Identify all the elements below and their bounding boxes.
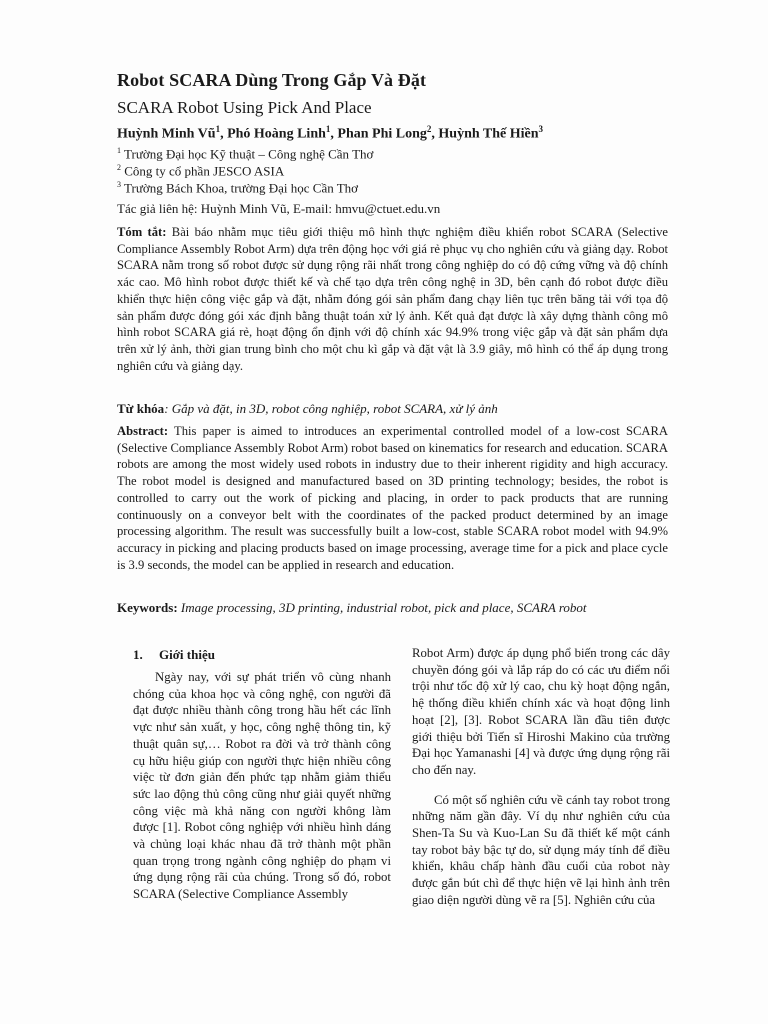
affiliation-mark: 3 [117, 180, 121, 189]
author-affil-mark: 1 [215, 124, 221, 134]
paper-subtitle: SCARA Robot Using Pick And Place [117, 98, 372, 117]
abstract-english [117, 423, 668, 573]
keywords-vietnamese [117, 401, 498, 417]
keywords-vi-text: : Gắp và đặt, in 3D, robot công nghiệp, robot SCARA, xử lý ảnh [164, 401, 498, 416]
keywords-vi-label: Từ khóa [117, 401, 165, 416]
author-affil-mark: 2 [426, 124, 432, 134]
section-title: Giới thiệu [159, 647, 215, 662]
paper-title: Robot SCARA Dùng Trong Gắp Và Đặt [117, 70, 427, 90]
keywords-english [117, 600, 587, 616]
author-name: Phó Hoàng Linh [227, 126, 326, 142]
affiliation-text: Trường Đại học Kỹ thuật – Công nghệ Cần Thơ [121, 146, 374, 162]
affiliation [117, 177, 358, 196]
body-paragraph: Có một số nghiên cứu về cánh tay robot trong những năm gần đây. Ví dụ như nghiên cứu của Shen-Ta Su và Kuo-Lan Su đã thiết kế một cánh tay robot bảy bậc tự do, sử dụng máy tính để điều khiển, khâu chấp hành đầu cuối của robot này được gắn bút chì để thực hiện vẽ lại hình ảnh trên giao diện người dùng vẽ ra [5]. Nghiên cứu của [412, 792, 670, 907]
affiliation-mark: 1 [117, 146, 121, 155]
affiliation-text: Công ty cổ phần JESCO ASIA [121, 163, 285, 179]
right-column [412, 645, 670, 909]
keywords-en-label: Keywords: [117, 600, 178, 615]
author-name: Phan Phi Long [337, 126, 427, 142]
body-paragraph: Ngày nay, với sự phát triển vô cùng nhanh chóng của khoa học và công nghệ, con người đã đạt được nhiều thành công trong hầu hết các lĩnh vực như sản xuất, y học, công nghệ thông tin, kỹ thuật quân sự,… Robot ra đời và trở thành công cụ hữu hiệu giúp con người thực hiện nhiều công việc từ đơn giản đến phức tạp nhằm giảm thiểu sức lao động thủ công cũng như giải quyết những công việc mà khả năng con người không làm được [1]. Robot công nghiệp với nhiều hình dáng và chủng loại khác nhau đã trở thành một phần quan trọng trong ngành công nghiệp do phạm vi ứng dụng rộng rãi của chúng. Trong số đó, robot SCARA (Selective Compliance Assembly [133, 670, 391, 902]
left-column [133, 669, 391, 903]
keywords-en-text: Image processing, 3D printing, industrial robot, pick and place, SCARA robot [177, 600, 587, 615]
abstract-en-label: Abstract: [117, 424, 169, 438]
author-affil-mark: 1 [325, 124, 331, 134]
affiliation-text: Trường Bách Khoa, trường Đại học Cần Thơ [121, 180, 359, 196]
author-list: Huỳnh Minh $Vũ^1$, Phó Hoàng Linh$^1$, Phan Phi Long$^2$, Huỳnh Thế Hiền$^3$ [117, 124, 544, 142]
author-affil-mark: 3 [538, 124, 544, 134]
author-name: Huỳnh Minh Vũ [117, 126, 216, 142]
corresponding-author: Tác giả liên hệ: Huỳnh Minh Vũ, E-mail: hmvu@ctuet.edu.vn [117, 201, 441, 216]
abstract-en-text: This paper is aimed to introduces an experimental controlled model of a low-cost SCARA (Selective Compliance Assembly Robot Arm) robot based on kinematics for research and education. SCARA robots are among the most widely used robots in industry due to their inherent rigidity and high accuracy. The robot model is designed and manufactured based on 3D printing technology; besides, the robot is controlled to carry out the work of picking and placing, in order to pack products that are running continuously on a conveyor belt with the coordinates of the packed product determined by an image processing algorithm. The result was successfully built a low-cost, stable SCARA robot model with 94.9% accuracy in picking and placing products based on image processing, average time for a pick and place cycle is 3.9 seconds, the model can be applied in research and education. [117, 424, 668, 572]
body-paragraph: Robot Arm) được áp dụng phổ biến trong các dây chuyền đóng gói và lắp ráp do có các ưu điểm nổi trội như tốc độ xử lý cao, chu kỳ hoạt động ngắn, hệ thống điều khiển chính xác và hoạt động linh hoạt [2], [3]. Robot SCARA lần đầu tiên được giới thiệu bởi Tiến sĩ Hiroshi Makino của trường Đại học Yamanashi [4] và được ứng dụng rộng rãi cho đến nay. [412, 646, 670, 777]
author-name: Huỳnh Thế Hiền [438, 126, 539, 142]
abstract-vi-text: Bài báo nhằm mục tiêu giới thiệu mô hình thực nghiệm điều khiển robot SCARA (Selective Compliance Assembly Robot Arm) dựa trên động học với giá rẻ phục vụ cho nghiên cứu và giảng dạy. Robot SCARA nằm trong số robot được sử dụng rộng rãi nhất trong công nghiệp do có độ cứng vững và độ chính xác cao. Mô hình robot được thiết kế và chế tạo dựa trên công nghệ in 3D, bên cạnh đó robot được điều khiển thực hiện công việc gắp và đặt, nhằm đóng gói sản phẩm đang chạy liên tục trên băng tải với tọa độ sản phẩm được đóng gói xác định bằng thuật toán xử lý ảnh. Kết quả đạt được là xây dựng thành công mô hình robot SCARA giá rẻ, hoạt động ổn định với độ chính xác 94.9% trong việc gắp và đặt sản phẩm dựa trên xử lý ảnh, thời gian trung bình cho một chu kì gắp và đặt vật là 3.9 giây, mô hình có thể áp dụng trong nghiên cứu và giảng dạy. [117, 225, 668, 373]
section-number: 1. [133, 647, 143, 662]
section-heading [133, 647, 215, 663]
abstract-vi-label: Tóm tắt: [117, 225, 167, 239]
abstract-vietnamese [117, 224, 668, 374]
affiliation-mark: 2 [117, 163, 121, 172]
